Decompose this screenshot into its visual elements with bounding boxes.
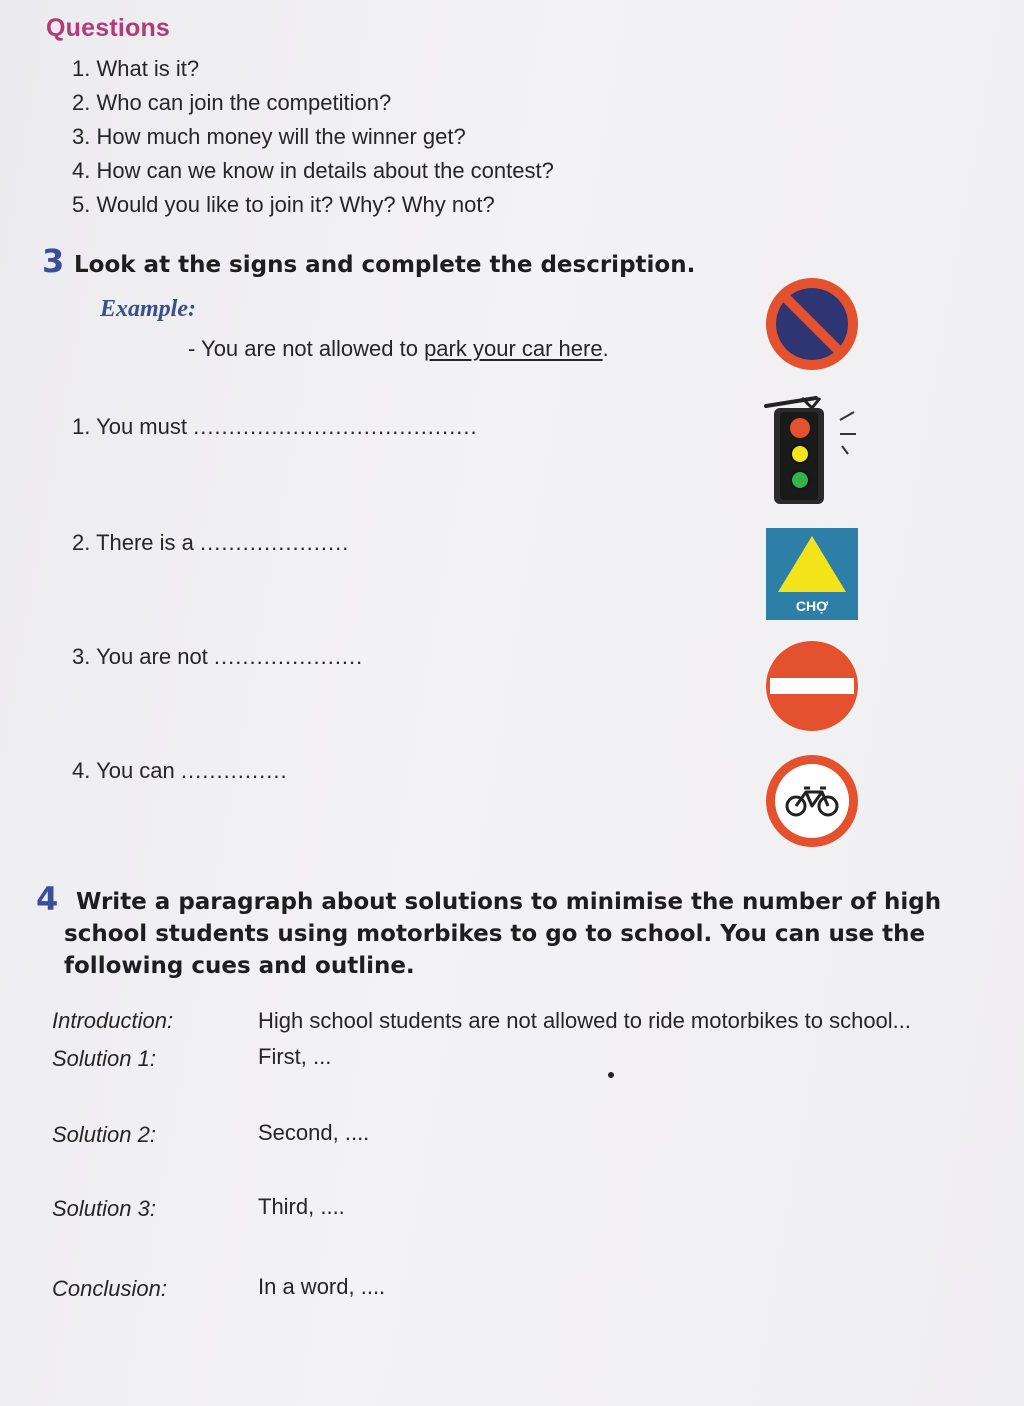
example-answer: park your car here xyxy=(424,336,603,361)
example-prefix: - You are not allowed to xyxy=(188,336,425,361)
section4-number: 4 xyxy=(36,880,59,918)
outline-text-solution-1: First, ... xyxy=(258,1044,332,1069)
answer-blank: ........................................ xyxy=(193,414,478,439)
question-item: 2. Who can join the competition? xyxy=(72,90,392,115)
section4-heading: Write a paragraph about solutions to minimise the number of high school students using motorbikes to go to school. You can use the following cues and outline. xyxy=(64,889,942,979)
answer-blank: ..................... xyxy=(213,644,364,669)
questions-title: Questions xyxy=(46,14,171,42)
outline-label-solution-1: Solution 1: xyxy=(52,1046,156,1071)
exercise-item-3 xyxy=(72,644,363,670)
exercise-prompt: 3. You are not xyxy=(72,644,214,669)
bicycles-allowed-sign-icon xyxy=(762,752,862,850)
example-suffix: . xyxy=(602,336,609,361)
question-item: 5. Would you like to join it? Why? Why not? xyxy=(72,192,495,217)
market-sign-icon xyxy=(766,528,858,620)
traffic-light-icon xyxy=(760,394,860,508)
example-label: Example: xyxy=(100,296,196,322)
no-entry-sign-icon xyxy=(762,638,862,734)
outline-text-introduction: High school students are not allowed to ride motorbikes to school... xyxy=(258,1008,912,1033)
outline-text-conclusion: In a word, .... xyxy=(258,1274,386,1299)
no-parking-sign-icon xyxy=(762,274,862,374)
warning-triangle-icon xyxy=(766,528,858,598)
exercise-prompt: 2. There is a xyxy=(72,530,200,555)
exercise-prompt: 1. You must xyxy=(72,414,194,439)
outline-label-conclusion: Conclusion: xyxy=(52,1276,167,1301)
exercise-item-2 xyxy=(72,530,349,556)
question-item: 3. How much money will the winner get? xyxy=(72,124,466,149)
outline-label-solution-3: Solution 3: xyxy=(52,1196,156,1221)
outline-label-solution-2: Solution 2: xyxy=(52,1122,156,1147)
question-item: 1. What is it? xyxy=(72,56,200,81)
outline-text-solution-2: Second, .... xyxy=(258,1120,370,1145)
stray-dot xyxy=(608,1072,614,1078)
exercise-item-1 xyxy=(72,414,478,440)
answer-blank: ............... xyxy=(180,758,288,783)
answer-blank: ..................... xyxy=(200,530,350,555)
market-sign-text: CHỢ xyxy=(795,598,829,614)
exercise-item-4 xyxy=(72,758,288,784)
question-item: 4. How can we know in details about the contest? xyxy=(72,158,554,183)
section3-number: 3 xyxy=(42,242,65,280)
outline-text-solution-3: Third, .... xyxy=(258,1194,345,1219)
section3-heading: Look at the signs and complete the description. xyxy=(74,252,696,278)
example-sentence xyxy=(188,336,609,362)
outline-label-introduction: Introduction: xyxy=(52,1008,174,1033)
exercise-prompt: 4. You can xyxy=(72,758,181,783)
